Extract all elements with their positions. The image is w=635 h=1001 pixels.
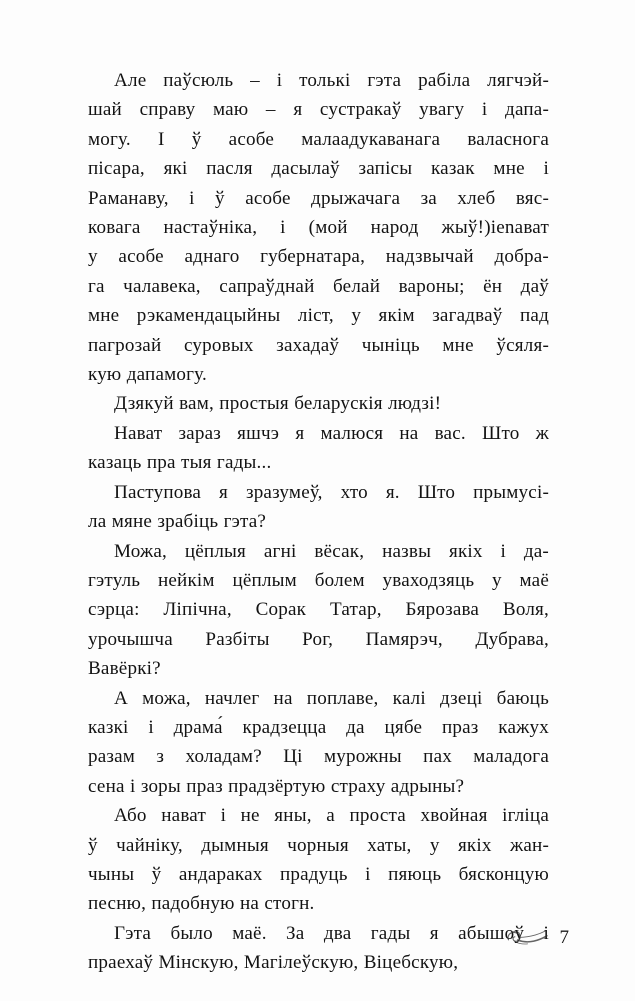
text-line: ковага настаўніка, і (мой народ жыў!)ienaват xyxy=(88,217,549,239)
text-line: разам з холадам? Ці мурожны пах маладога xyxy=(88,746,549,768)
text-line: у асобе аднаго губернатара, надзвычай добра- xyxy=(88,246,549,268)
text-line: ла мяне зрабіць гэта? xyxy=(88,511,267,533)
paragraph xyxy=(88,537,549,684)
paragraph xyxy=(88,389,549,418)
page-footer xyxy=(0,928,635,968)
text-line: пісара, які пасля дасылаў запісы казак мне і xyxy=(88,158,549,180)
page-number: 7 xyxy=(559,927,569,948)
text-line: Нават зараз яшчэ я малюся на вас. Што ж xyxy=(114,422,549,444)
text-line: Дзякуй вам, простыя беларускія людзі! xyxy=(114,393,442,415)
text-line: Вавёркі? xyxy=(88,658,161,680)
text-line: Паступова я зразумеў, хто я. Што прымусі- xyxy=(114,481,549,503)
text-line: Раманаву, і ў асобе дрыжачага за хлеб вяс- xyxy=(88,187,549,209)
text-line: га чалавека, сапраўднай белай вароны; ён даў xyxy=(88,275,549,297)
text-line: чыны ў андараках прадуць і пяюць бясконцую xyxy=(88,863,549,885)
leaf-flourish-ornament-icon xyxy=(505,928,551,948)
text-line: Можа, цёплыя агні вёсак, назвы якіх і да- xyxy=(114,540,549,562)
text-line: пагрозай суровых захадаў чыніць мне ўсяля- xyxy=(88,334,549,356)
paragraph xyxy=(88,801,549,919)
paragraph xyxy=(88,419,549,478)
text-line: казаць пра тыя гады... xyxy=(88,452,272,474)
text-line: урочышча Разбіты Рог, Памярэч, Дубрава, xyxy=(88,628,549,650)
paragraph xyxy=(88,478,549,537)
text-line: песню, падобную на стогн. xyxy=(88,893,315,915)
text-line: А можа, начлег на поплаве, калі дзеці баюць xyxy=(114,687,549,709)
text-line: могу. І ў асобе малаадукаванага валаснога xyxy=(88,128,549,150)
text-line: казкі і драма́ крадзецца да цябе праз кажух xyxy=(88,716,549,738)
text-line: ў чайніку, дымныя чорныя хаты, у якіх жан- xyxy=(88,834,549,856)
text-line: Або нават і не яны, а проста хвойная ігліца xyxy=(114,805,549,827)
text-line: шай справу маю – я сустракаў увагу і дапа- xyxy=(88,99,549,121)
paragraph xyxy=(88,66,549,389)
paragraph xyxy=(88,684,549,802)
text-line: гэтуль нейкім цёплым болем уваходзяць у маё xyxy=(88,569,549,591)
footer-inner xyxy=(505,928,570,948)
text-line: кую дапамогу. xyxy=(88,364,207,386)
text-line: Але паўсюль – і толькі гэта рабіла лягчэй- xyxy=(114,70,549,91)
text-line: сэрца: Ліпічна, Сорак Татар, Бярозава Воля, xyxy=(88,599,549,621)
text-line: мне рэкамендацыйны ліст, у якім загадваў пад xyxy=(88,305,549,327)
text-line: сена і зоры праз прадзёртую страху адрыны? xyxy=(88,775,465,797)
text-line: праехаў Мінскую, Магілеўскую, Віцебскую, xyxy=(88,952,459,974)
text-line: Гэта было маё. За два гады я абышоў і xyxy=(114,922,549,944)
page-text-block xyxy=(88,66,549,978)
